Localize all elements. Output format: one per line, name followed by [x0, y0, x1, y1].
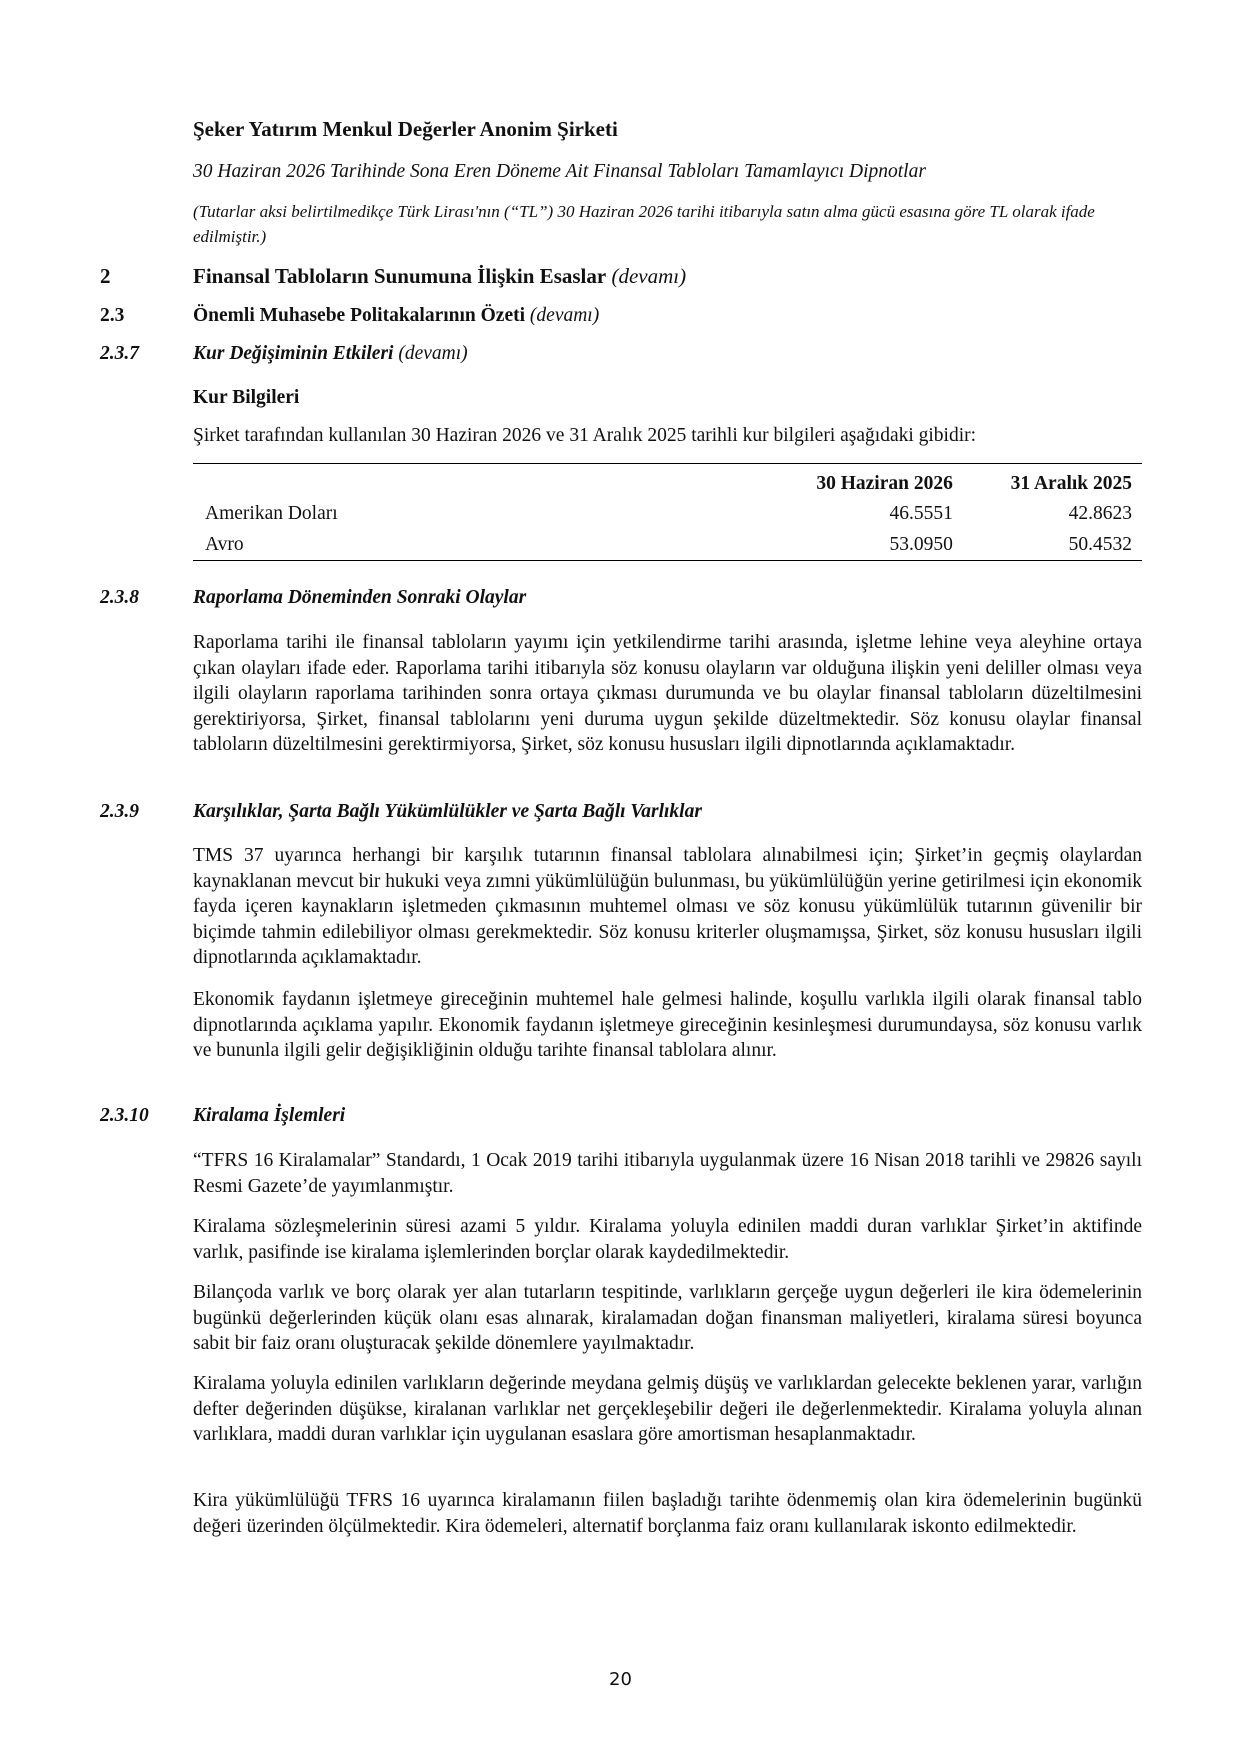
section-title: Önemli Muhasebe Politakalarının Özeti: [193, 305, 526, 326]
subheading-kur-bilgileri: Kur Bilgileri: [193, 387, 300, 408]
continued-label: (devamı): [529, 305, 600, 326]
column-header: 30 Haziran 2026: [816, 473, 953, 494]
table-row: [193, 529, 1142, 561]
company-name: Şeker Yatırım Menkul Değerler Anonim Şirketi: [193, 117, 618, 141]
paragraph: TMS 37 uyarınca herhangi bir karşılık tutarının finansal tablolara alınabilmesi için; Şirket’in geçmiş olaylardan kaynaklanan mevcut bir hukuki veya zımni yükümlülüğün bulunması, bu yükümlülüğün yerine getirilmesi için ekonomik fayda içeren kaynakların işletmeden çıkmasının muhtemel olması ve söz konusu yükümlülük tutarının güvenilir bir biçimde tahmin edilebiliyor olması gerekmektedir. Söz konusu kriterler oluşmamışsa, Şirket, söz konusu hususları ilgili dipnotlarında açıklamaktadır.: [193, 845, 1142, 969]
section-number: 2.3.7: [100, 343, 139, 364]
currency-label: Amerikan Doları: [205, 502, 338, 524]
rate-value: 50.4532: [1068, 533, 1132, 555]
section-number: 2.3: [100, 305, 125, 326]
section-number: 2: [100, 264, 111, 288]
paragraph: Kiralama sözleşmelerinin süresi azami 5 yıldır. Kiralama yoluyla edinilen maddi duran varlıklar Şirket’in aktifinde varlık, pasifinde ise kiralama işlemlerinden borçlar olarak kaydedilmektedir.: [193, 1216, 1142, 1263]
section-number: 2.3.10: [100, 1105, 149, 1126]
paragraph: Bilançoda varlık ve borç olarak yer alan tutarların tespitinde, varlıkların gerçeğe uygun değerleri ile kira ödemelerinin bugünkü değerlerinden küçük olanı esas alınarak, kiralamadan doğan finansman maliyetleri, kiralama süresi boyunca sabit bir faiz oranı oluşturacak şekilde dönemlere yayılmaktadır.: [193, 1282, 1142, 1355]
exchange-rate-table: [193, 463, 1142, 561]
rate-value: 53.0950: [889, 533, 953, 555]
column-header: 31 Aralık 2025: [1010, 473, 1132, 494]
currency-label: Avro: [205, 533, 244, 555]
paragraph: Kiralama yoluyla edinilen varlıkların değerinde meydana gelmiş düşüş ve varlıklardan gelecekte beklenen yarar, varlığın defter değerinden düşükse, kiralanan varlıklar net gerçekleşebilir değeri ile değerlenmektedir. Kiralama yoluyla alınan varlıklara, maddi duran varlıklar için uygulanan esaslara göre amortisman hesaplanmaktadır.: [193, 1373, 1142, 1446]
page-number: 20: [609, 1669, 632, 1690]
section-title: Raporlama Döneminden Sonraki Olaylar: [193, 587, 527, 608]
section-number: 2.3.8: [100, 587, 139, 608]
paragraph: Kira yükümlülüğü TFRS 16 uyarınca kiralamanın fiilen başladığı tarihte ödenmemiş olan kira ödemelerinin bugünkü değeri üzerinden ölçülmektedir. Kira ödemeleri, alternatif borçlanma faiz oranı kullanılarak iskonto edilmektedir.: [193, 1490, 1142, 1537]
report-subtitle: 30 Haziran 2026 Tarihinde Sona Eren Döneme Ait Finansal Tabloları Tamamlayıcı Dipnotlar: [193, 161, 926, 182]
rate-value: 46.5551: [889, 502, 953, 524]
table-row: [193, 498, 1142, 529]
section-title: Kur Değişiminin Etkileri: [193, 343, 394, 364]
rate-value: 42.8623: [1068, 502, 1132, 524]
continued-label: (devamı): [398, 343, 468, 364]
section-title: Finansal Tabloların Sunumuna İlişkin Esaslar: [193, 264, 607, 288]
fx-intro-text: Şirket tarafından kullanılan 30 Haziran 2026 ve 31 Aralık 2025 tarihli kur bilgileri aşağıdaki gibidir:: [193, 425, 977, 446]
section-title: Kiralama İşlemleri: [193, 1105, 346, 1126]
paragraph: “TFRS 16 Kiralamalar” Standardı, 1 Ocak 2019 tarihi itibarıyla uygulanmak üzere 16 Nisan 2018 tarihli ve 29826 sayılı Resmi Gazete’de yayımlanmıştır.: [193, 1150, 1142, 1197]
section-number: 2.3.9: [100, 801, 139, 822]
table-header-row: [193, 464, 1142, 499]
paragraph: Raporlama tarihi ile finansal tabloların yayımı için yetkilendirme tarihi arasında, işletme lehine veya aleyhine ortaya çıkan olayları ifade eder. Raporlama tarihi itibarıyla söz konusu olayların var olduğuna ilişkin yeni deliller olması veya ilgili olayların raporlama tarihinden sonra ortaya çıkması durumunda ve bu olaylar finansal tabloların düzeltilmesini gerektiriyorsa, Şirket, finansal tablolarını yeni duruma uygun şekilde düzeltmektedir. Söz konusu olaylar finansal tabloların düzeltilmesini gerektirmiyorsa, Şirket, söz konusu hususları ilgili dipnotlarında açıklamaktadır.: [193, 632, 1142, 756]
continued-label: (devamı): [611, 264, 687, 288]
currency-note: (Tutarlar aksi belirtilmedikçe Türk Lirası'nın (“TL”) 30 Haziran 2026 tarihi itibarıyla satın alma gücü esasına göre TL olarak ifade edilmiştir.): [193, 202, 1095, 246]
section-title: Karşılıklar, Şarta Bağlı Yükümlülükler ve Şarta Bağlı Varlıklar: [193, 801, 702, 822]
paragraph: Ekonomik faydanın işletmeye gireceğinin muhtemel hale gelmesi halinde, koşullu varlıkla ilgili olarak finansal tablo dipnotlarında açıklama yapılır. Ekonomik faydanın işletmeye gireceğinin kesinleşmesi durumundaysa, söz konusu varlık ve bununla ilgili gelir değişikliğinin olduğu tarihte finansal tablolara alınır.: [193, 989, 1142, 1062]
